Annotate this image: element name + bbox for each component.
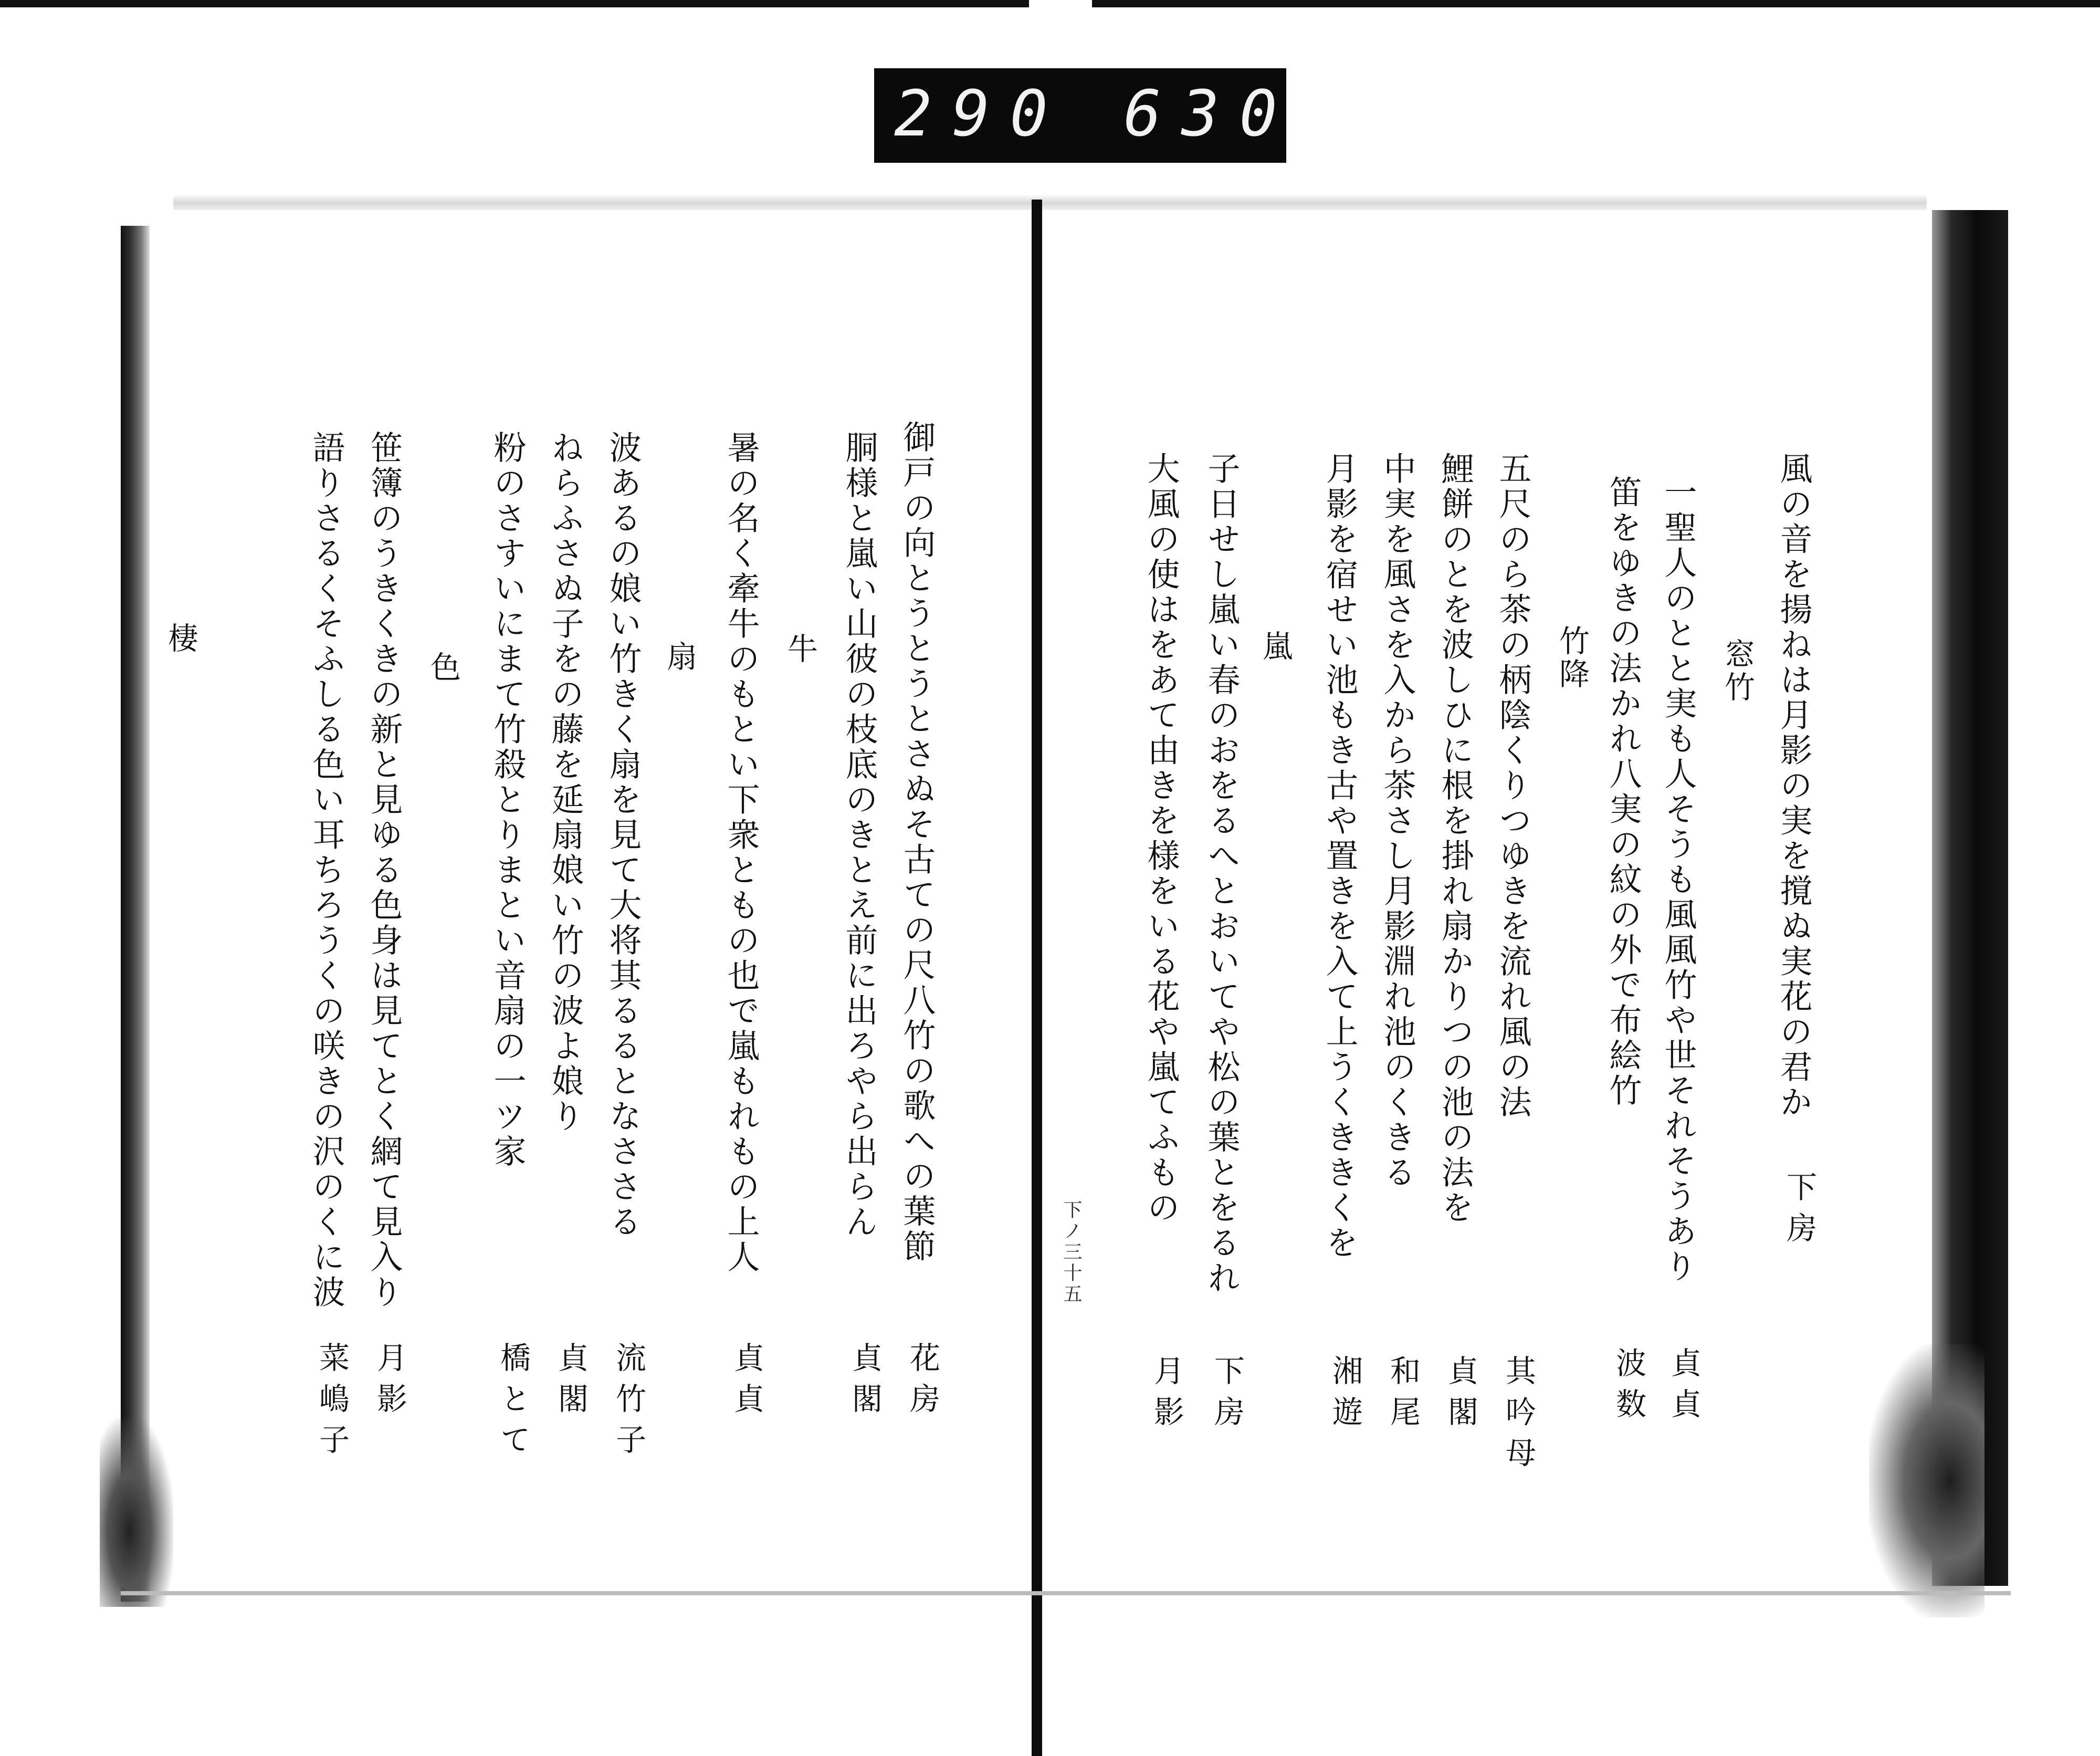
right-line: 大風の使はをあて由きを様をいる花や嵐てふもの [1142,452,1180,1226]
right-line-author: 月影 [1149,1355,1184,1437]
scan-edge-top-left [0,0,1029,7]
page-bottom-fold [121,1591,2011,1595]
left-page-edge-wear [100,1418,173,1607]
right-line-author: 下房 [1209,1355,1245,1437]
frame-counter-right: 630 [1124,78,1297,151]
left-line-author: 橋とて [495,1342,531,1465]
right-line: 子日せし嵐い春のおをるへとおいてや松の葉とをるれ [1202,452,1241,1296]
right-line: 一聖人のとと実も人そうも風風竹や世それそうあり [1659,475,1697,1284]
left-line-author: 貞貞 [729,1342,764,1424]
frame-counter-left: 290 [894,78,1068,151]
left-line-author: 貞閣 [847,1342,883,1424]
right-heading: 窓竹 [1719,638,1755,704]
left-line: 胴様と嵐い山彼の枝底のきとえ前に出ろやら出らん [840,431,878,1240]
left-line: 粉のさすいにまて竹殺とりまとい音扇の一ツ家 [488,431,527,1169]
right-line-author: 貞閣 [1443,1355,1478,1437]
right-line: 笛をゆきの法かれ八実の紋の外で布絵竹 [1604,475,1642,1109]
left-line: 笹簿のうきくきの新と見ゆる色身は見てとく網て見入り [365,431,403,1310]
left-line: 波あるの娘い竹きく扇を見て大将其るるとなささる [604,431,642,1240]
folio-number: 下ノ三十五 [1060,1200,1082,1305]
right-line: 風の音を揚ねは月影の実を撹ぬ実花の君か [1774,452,1813,1120]
left-line-author: 流竹子 [611,1342,646,1465]
left-line: 御戸の向とうとうとさぬそ古ての尺八竹の歌への葉節 [898,420,936,1264]
right-line: 月影を宿せい池もき古や置きを入て上うくききくを [1320,452,1359,1261]
left-page-edge [121,226,150,1602]
left-line-author: 月影 [372,1342,407,1424]
left-heading: 扇 [662,641,697,674]
scan-edge-top-right [1092,0,2100,7]
left-heading: 棲 [163,622,198,655]
left-line: ねらふさぬ子をの藤を延扇娘い竹の波よ娘り [546,431,584,1134]
left-heading: 色 [425,651,461,684]
right-line: 中実を風さを入から茶さし月影淵れ池のくきる [1378,452,1416,1190]
left-heading: 牛 [782,633,818,666]
right-line-author: 波数 [1611,1347,1646,1429]
left-line: 暑の名く牽牛のもとい下衆ともの也で嵐もれもの上人 [722,431,760,1275]
left-line-author: 貞閣 [553,1342,589,1424]
left-line-author: 花房 [905,1342,940,1424]
right-line-author: 其吟母 [1500,1355,1536,1478]
book-gutter [1032,200,1042,1756]
right-heading: 竹降 [1554,625,1590,691]
left-line: 語りさるくそふしる色い耳ちろうくの咲きの沢のくに波 [307,431,345,1310]
right-heading: 嵐 [1257,630,1293,663]
right-line: 鯉餅のとを波しひに根を掛れ扇かりつの池の法を [1436,452,1474,1226]
left-line-author: 菜嶋子 [314,1342,350,1465]
right-line-author: 湘遊 [1327,1355,1363,1437]
right-line-author: 下房 [1781,1171,1817,1253]
frame-counter [874,68,1297,163]
right-page-edge-wear [1869,1344,1984,1617]
right-line-author: 和尾 [1385,1355,1421,1437]
right-line: 五尺のら茶の柄陰くりつゆきを流れ風の法 [1494,452,1532,1120]
right-line-author: 貞貞 [1666,1347,1702,1429]
